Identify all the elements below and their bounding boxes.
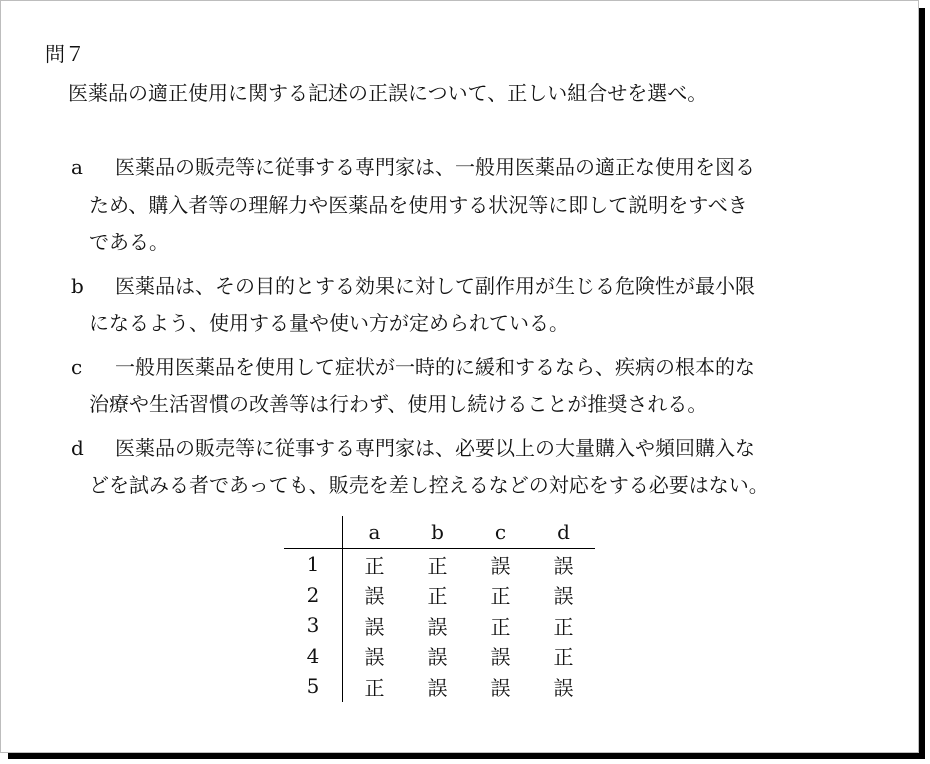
table-row xyxy=(284,671,595,702)
statement-text-line: である。 xyxy=(89,230,169,254)
table-cell: 誤 xyxy=(364,645,385,670)
statement-text-line: 一般用医薬品を使用して症状が一時的に緩和するなら、疾病の根本的な xyxy=(115,354,755,379)
answer-table-corner xyxy=(284,516,343,549)
table-cell: 正 xyxy=(364,675,385,700)
table-cell: 正 xyxy=(364,553,385,578)
column-header: c xyxy=(469,516,532,549)
column-header: a xyxy=(343,516,407,549)
column-header: d xyxy=(532,516,595,549)
answer-table xyxy=(284,516,595,702)
table-row xyxy=(284,610,595,641)
table-cell: 正 xyxy=(427,553,448,578)
question-prompt: 医薬品の適正使用に関する記述の正誤について、正しい組合せを選べ。 xyxy=(68,81,708,105)
table-row xyxy=(284,580,595,611)
statement-text-line: になるよう、使用する量や使い方が定められている。 xyxy=(89,311,569,335)
answer-table-header-row xyxy=(284,516,595,549)
statement-a xyxy=(71,149,861,262)
table-cell: 誤 xyxy=(427,614,448,639)
column-header: b xyxy=(406,516,469,549)
statement-text-line: ため、購入者等の理解力や医薬品を使用する状況等に即して説明をすべき xyxy=(89,192,748,217)
statement-list xyxy=(71,149,861,511)
statement-c xyxy=(71,349,861,424)
table-cell: 誤 xyxy=(490,553,511,578)
statement-d xyxy=(71,430,861,505)
table-cell: 正 xyxy=(490,584,511,609)
statement-text-line: どを試みる者であっても、販売を差し控えるなどの対応をする必要はない。 xyxy=(89,473,769,497)
statement-key: d xyxy=(71,435,84,460)
statement-text-line: 医薬品は、その目的とする効果に対して副作用が生じる危険性が最小限 xyxy=(115,273,755,298)
row-number: 1 xyxy=(284,549,343,580)
page-shadow-right xyxy=(919,8,925,759)
table-cell: 正 xyxy=(490,614,511,639)
table-cell: 誤 xyxy=(490,645,511,670)
table-row xyxy=(284,641,595,672)
table-cell: 誤 xyxy=(490,675,511,700)
table-cell: 誤 xyxy=(427,675,448,700)
table-cell: 正 xyxy=(553,645,574,670)
statement-text-line: 医薬品の販売等に従事する専門家は、一般用医薬品の適正な使用を図る xyxy=(115,155,755,179)
table-cell: 誤 xyxy=(553,675,574,700)
table-cell: 誤 xyxy=(427,645,448,670)
row-number: 2 xyxy=(284,580,343,611)
table-cell: 正 xyxy=(553,614,574,639)
table-cell: 誤 xyxy=(364,584,385,609)
table-cell: 正 xyxy=(427,584,448,609)
statement-text-line: 治療や生活習慣の改善等は行わず、使用し続けることが推奨される。 xyxy=(89,392,708,416)
page-shadow-bottom xyxy=(8,753,925,759)
row-number: 3 xyxy=(284,610,343,641)
table-row xyxy=(284,549,595,580)
statement-text-line: 医薬品の販売等に従事する専門家は、必要以上の大量購入や頻回購入な xyxy=(115,435,755,460)
table-cell: 誤 xyxy=(553,584,574,609)
statement-b xyxy=(71,268,861,343)
row-number: 4 xyxy=(284,641,343,672)
row-number: 5 xyxy=(284,671,343,702)
statement-key: c xyxy=(71,354,83,379)
statement-key: b xyxy=(71,273,84,298)
question-number: 問７ xyxy=(45,42,85,66)
statement-key: a xyxy=(71,155,83,179)
table-cell: 誤 xyxy=(553,553,574,578)
table-cell: 誤 xyxy=(364,614,385,639)
